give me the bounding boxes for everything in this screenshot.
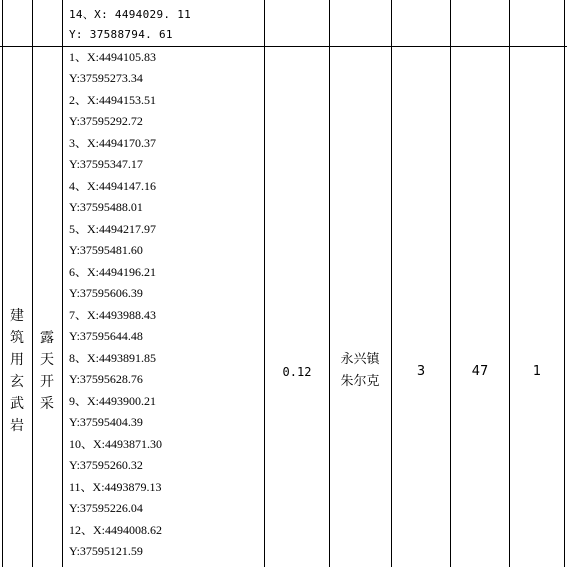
table-border-right: [564, 0, 565, 567]
column-divider: [509, 0, 510, 567]
column-divider: [264, 0, 265, 567]
coordinate-line: 10、X:4493871.30: [69, 437, 163, 451]
coordinate-line: 7、X:4493988.43: [69, 308, 157, 322]
coordinate-line: 11、X:4493879.13: [69, 480, 162, 494]
coordinate-line: Y:37595488.01: [69, 200, 143, 214]
coordinate-line: 1、X:4494105.83: [69, 50, 157, 64]
location-cell: 永兴镇朱尔克: [340, 352, 380, 389]
value-cell-b: 47: [471, 364, 489, 379]
coordinate-line: 14、X: 4494029. 11: [69, 8, 192, 21]
value-cell-c: 1: [532, 364, 542, 379]
coordinate-line: Y:37595404.39: [69, 415, 143, 429]
coordinate-line: Y:37595273.34: [69, 71, 143, 85]
mineral-type-cell: 建筑用玄武岩: [10, 308, 24, 434]
mining-method-cell: 露天开采: [40, 330, 54, 412]
coordinate-line: 8、X:4493891.85: [69, 351, 157, 365]
coordinate-line: 2、X:4494153.51: [69, 93, 157, 107]
column-divider: [62, 0, 63, 567]
table-border-left: [2, 0, 3, 567]
coordinate-line: Y:37595606.39: [69, 286, 143, 300]
coordinate-line: Y:37595481.60: [69, 243, 143, 257]
coordinate-line: Y:37595260.32: [69, 458, 143, 472]
coordinate-line: 4、X:4494147.16: [69, 179, 157, 193]
coordinate-line: Y:37595644.48: [69, 329, 143, 343]
coordinate-line: 6、X:4494196.21: [69, 265, 157, 279]
column-divider: [32, 0, 33, 567]
coordinate-line: Y:37595292.72: [69, 114, 143, 128]
area-cell: 0.12: [282, 365, 312, 379]
coordinate-line: Y:37595226.04: [69, 501, 143, 515]
coordinate-line: 5、X:4494217.97: [69, 222, 157, 236]
row-divider: [0, 46, 567, 47]
coordinate-line: Y:37595121.59: [69, 544, 143, 558]
coordinate-line: Y:37595347.17: [69, 157, 143, 171]
coordinate-line: 9、X:4493900.21: [69, 394, 157, 408]
coordinate-line: 12、X:4494008.62: [69, 523, 163, 537]
column-divider: [391, 0, 392, 567]
coordinate-line: 3、X:4494170.37: [69, 136, 157, 150]
coordinate-line: Y:37595628.76: [69, 372, 143, 386]
value-cell-a: 3: [416, 364, 426, 379]
coordinate-line: Y: 37588794. 61: [69, 28, 173, 41]
column-divider: [329, 0, 330, 567]
column-divider: [450, 0, 451, 567]
